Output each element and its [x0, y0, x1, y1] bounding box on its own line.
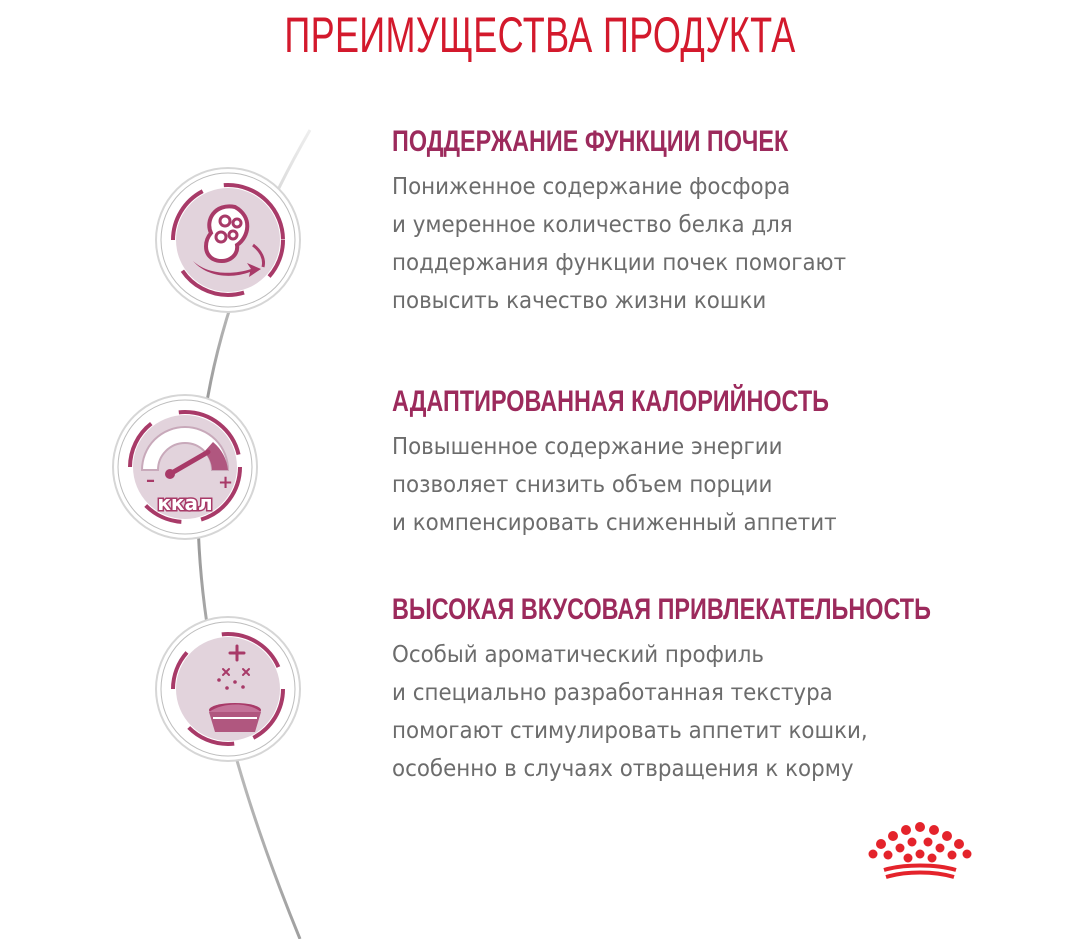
kidney-icon — [153, 165, 303, 315]
svg-text:+: + — [218, 472, 234, 493]
calorie-gauge-icon — [110, 392, 260, 542]
benefit-calories — [392, 384, 1052, 542]
benefit-kidney — [392, 124, 1052, 320]
benefit-description: Повышенное содержание энергии позволяет снизить объем порции и компенсировать сниженный аппетит — [392, 434, 837, 536]
calorie-unit-label: ккал — [157, 491, 213, 515]
benefit-palatability — [392, 592, 1052, 788]
benefit-description: Пониженное содержание фосфора и умеренное количество белка для поддержания функции почек помогают повысить качество жизни кошки — [392, 174, 847, 314]
royal-crown-logo — [868, 820, 972, 882]
svg-text:–: – — [146, 470, 155, 491]
food-bowl-aroma-icon — [153, 614, 303, 764]
benefit-title: АДАПТИРОВАННАЯ КАЛОРИЙНОСТЬ — [392, 385, 829, 418]
benefit-description: Особый ароматический профиль и специально разработанная текстура помогают стимулировать аппетит кошки, особенно в случаях отвращения к корму — [392, 642, 868, 782]
page-title: ПРЕИМУЩЕСТВА ПРОДУКТА — [284, 7, 796, 63]
benefit-title: ВЫСОКАЯ ВКУСОВАЯ ПРИВЛЕКАТЕЛЬНОСТЬ — [392, 593, 931, 626]
benefit-title: ПОДДЕРЖАНИЕ ФУНКЦИИ ПОЧЕК — [392, 125, 789, 158]
